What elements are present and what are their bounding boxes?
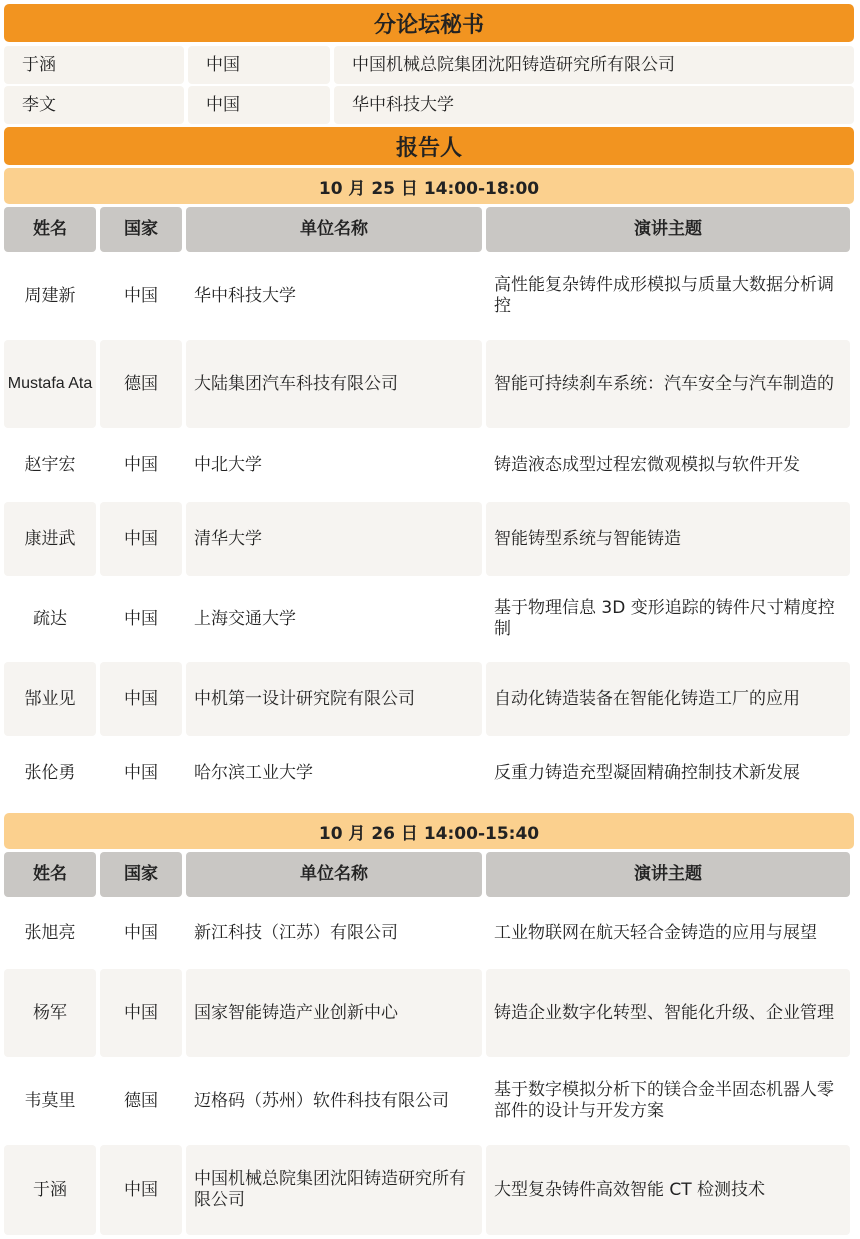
header-topic: 演讲主题 (486, 852, 850, 897)
header-country: 国家 (100, 207, 182, 252)
speaker-country: 中国 (100, 738, 182, 808)
speaker-country: 中国 (100, 502, 182, 576)
table-header (4, 852, 854, 897)
speakers-title-bar (4, 127, 854, 165)
header-country: 国家 (100, 852, 182, 897)
speaker-topic: 工业物联网在航天轻合金铸造的应用与展望 (486, 899, 850, 967)
speaker-country: 中国 (100, 430, 182, 500)
speaker-name: 张伦勇 (4, 738, 96, 808)
secretary-org: 中国机械总院集团沈阳铸造研究所有限公司 (334, 46, 854, 84)
secretary-title-bar (4, 4, 854, 42)
speaker-name: 韦莫里 (4, 1059, 96, 1143)
speaker-topic: 反重力铸造充型凝固精确控制技术新发展 (486, 738, 850, 808)
speaker-org: 中北大学 (186, 430, 482, 500)
table-row (4, 1145, 854, 1235)
session-date: 10 月 26 日 14:00-15:40 (318, 823, 540, 844)
table-row (4, 430, 854, 500)
speaker-topic: 高性能复杂铸件成形模拟与质量大数据分析调控 (486, 254, 850, 338)
table-row (4, 1059, 854, 1143)
table-row (4, 899, 854, 967)
speaker-country: 德国 (100, 1059, 182, 1143)
speaker-name: 疏达 (4, 578, 96, 660)
speaker-topic: 自动化铸造装备在智能化铸造工厂的应用 (486, 662, 850, 736)
speaker-org: 清华大学 (186, 502, 482, 576)
secretary-name: 于涵 (4, 46, 184, 84)
speaker-name: 杨军 (4, 969, 96, 1057)
speaker-country: 中国 (100, 578, 182, 660)
secretary-name: 李文 (4, 86, 184, 124)
speakers-title: 报告人 (395, 135, 462, 161)
speaker-topic: 智能可持续刹车系统：汽车安全与汽车制造的 (486, 340, 850, 428)
speaker-org: 中国机械总院集团沈阳铸造研究所有限公司 (186, 1145, 482, 1235)
secretary-org: 华中科技大学 (334, 86, 854, 124)
speaker-org: 中机第一设计研究院有限公司 (186, 662, 482, 736)
speaker-org: 新江科技（江苏）有限公司 (186, 899, 482, 967)
speaker-name: 康进武 (4, 502, 96, 576)
table-header (4, 207, 854, 252)
speaker-topic: 基于数字模拟分析下的镁合金半固态机器人零部件的设计与开发方案 (486, 1059, 850, 1143)
secretary-title: 分论坛秘书 (373, 12, 484, 38)
table-row (4, 254, 854, 338)
speaker-country: 中国 (100, 254, 182, 338)
speaker-org: 迈格码（苏州）软件科技有限公司 (186, 1059, 482, 1143)
speaker-country: 中国 (100, 662, 182, 736)
speaker-name: 周建新 (4, 254, 96, 338)
speaker-name: 于涵 (4, 1145, 96, 1235)
table-row (4, 969, 854, 1057)
secretary-country: 中国 (188, 46, 330, 84)
speaker-name: Mustafa Ata (4, 340, 96, 428)
header-name: 姓名 (4, 207, 96, 252)
table-row (4, 502, 854, 576)
speaker-country: 中国 (100, 899, 182, 967)
session-date-bar (4, 168, 854, 204)
speaker-org: 华中科技大学 (186, 254, 482, 338)
session-date: 10 月 25 日 14:00-18:00 (318, 178, 540, 199)
secretary-country: 中国 (188, 86, 330, 124)
speaker-country: 德国 (100, 340, 182, 428)
speaker-org: 大陆集团汽车科技有限公司 (186, 340, 482, 428)
table-row (4, 578, 854, 660)
header-org: 单位名称 (186, 207, 482, 252)
header-name: 姓名 (4, 852, 96, 897)
speaker-name: 张旭亮 (4, 899, 96, 967)
speaker-country: 中国 (100, 1145, 182, 1235)
speaker-topic: 大型复杂铸件高效智能 CT 检测技术 (486, 1145, 850, 1235)
header-org: 单位名称 (186, 852, 482, 897)
speaker-org: 国家智能铸造产业创新中心 (186, 969, 482, 1057)
speaker-country: 中国 (100, 969, 182, 1057)
speaker-topic: 智能铸型系统与智能铸造 (486, 502, 850, 576)
speaker-name: 郜业见 (4, 662, 96, 736)
speaker-name: 赵宇宏 (4, 430, 96, 500)
speaker-topic: 铸造液态成型过程宏微观模拟与软件开发 (486, 430, 850, 500)
table-row (4, 738, 854, 808)
speaker-org: 哈尔滨工业大学 (186, 738, 482, 808)
speaker-topic: 铸造企业数字化转型、智能化升级、企业管理 (486, 969, 850, 1057)
table-row (4, 662, 854, 736)
table-row (4, 340, 854, 428)
secretary-row (4, 46, 854, 84)
header-topic: 演讲主题 (486, 207, 850, 252)
secretary-row (4, 86, 854, 124)
speaker-topic: 基于物理信息 3D 变形追踪的铸件尺寸精度控制 (486, 578, 850, 660)
session-date-bar (4, 813, 854, 849)
speaker-org: 上海交通大学 (186, 578, 482, 660)
